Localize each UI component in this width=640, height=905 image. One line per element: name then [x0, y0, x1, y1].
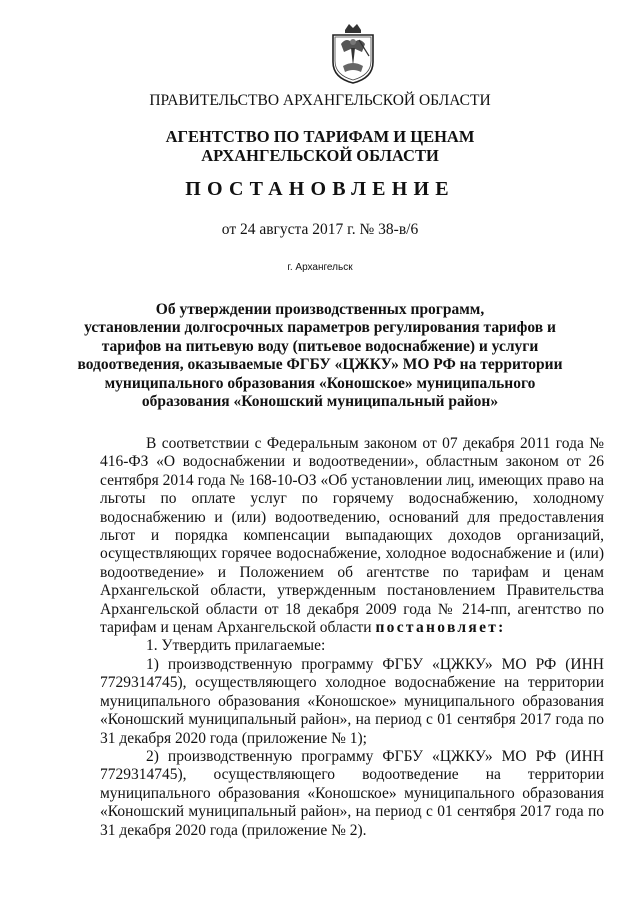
agency-name — [0, 127, 640, 165]
preamble-paragraph — [100, 435, 604, 637]
coat-of-arms-emblem — [329, 22, 377, 84]
document-date-number: от 24 августа 2017 г. № 38-в/6 — [221, 221, 419, 238]
title-line: образования «Коношский муниципальный район» — [141, 393, 499, 411]
document-city: г. Архангельск — [287, 262, 353, 273]
agency-name-line-1: АГЕНТСТВО ПО ТАРИФАМ И ЦЕНАМ — [165, 127, 475, 146]
preamble-text: В соответствии с Федеральным законом от 07 декабря 2011 года № 416-ФЗ «О водоснабжении и водоотведении», областным законом от 26 сентября 2014 года № 168-10-ОЗ «Об установлении лиц, имеющих право на льготы по оплате услуг по горячему водоснабжению, холодному водоснабжению и (или) водоотведению, оснований для предоставления льгот и порядка компенсации выпадающих доходов организаций, осуществляющих горячее водоснабжение, холодное водоснабжение и (или) водоотведение» и Положением об агентстве по тарифам и ценам Архангельской области, утвержденным постановлением Правительства Архангельской области от 18 декабря 2009 года № 214-пп, агентство по тарифам и ценам Архангельской области — [100, 435, 604, 637]
document-title — [0, 301, 640, 411]
title-line: муниципального образования «Коношское» муниципального — [104, 374, 536, 392]
agency-name-line-2: АРХАНГЕЛЬСКОЙ ОБЛАСТИ — [201, 146, 439, 165]
resolves-word: постановляет: — [375, 619, 506, 637]
subitem-2: 2) производственную программу ФГБУ «ЦЖКУ» МО РФ (ИНН 7729314745), осуществляющего водоотведение на территории муниципального образования «Коношское» муниципального образования «Коношский муниципальный район», на период с 01 сентября 2017 года по 31 декабря 2020 года (приложение № 2). — [100, 747, 604, 839]
item-1: 1. Утвердить прилагаемые: — [146, 637, 326, 655]
title-line: установлении долгосрочных параметров регулирования тарифов и — [84, 319, 556, 337]
title-line: Об утверждении производственных программ, — [155, 301, 485, 318]
document-body — [100, 435, 604, 840]
title-line: водоотведения, оказываемые ФГБУ «ЦЖКУ» МО РФ на территории — [77, 356, 563, 374]
title-line: тарифов на питьевую воду (питьевое водоснабжение) и услуги — [101, 337, 539, 355]
government-name: ПРАВИТЕЛЬСТВО АРХАНГЕЛЬСКОЙ ОБЛАСТИ — [149, 92, 491, 109]
subitem-1: 1) производственную программу ФГБУ «ЦЖКУ» МО РФ (ИНН 7729314745), осуществляющего холодное водоснабжение на территории муниципального образования «Коношское» муниципального образования «Коношский муниципальный район», на период с 01 сентября 2017 года по 31 декабря 2020 года (приложение № 1); — [100, 655, 604, 747]
document-type: ПОСТАНОВЛЕНИЕ — [185, 178, 455, 200]
